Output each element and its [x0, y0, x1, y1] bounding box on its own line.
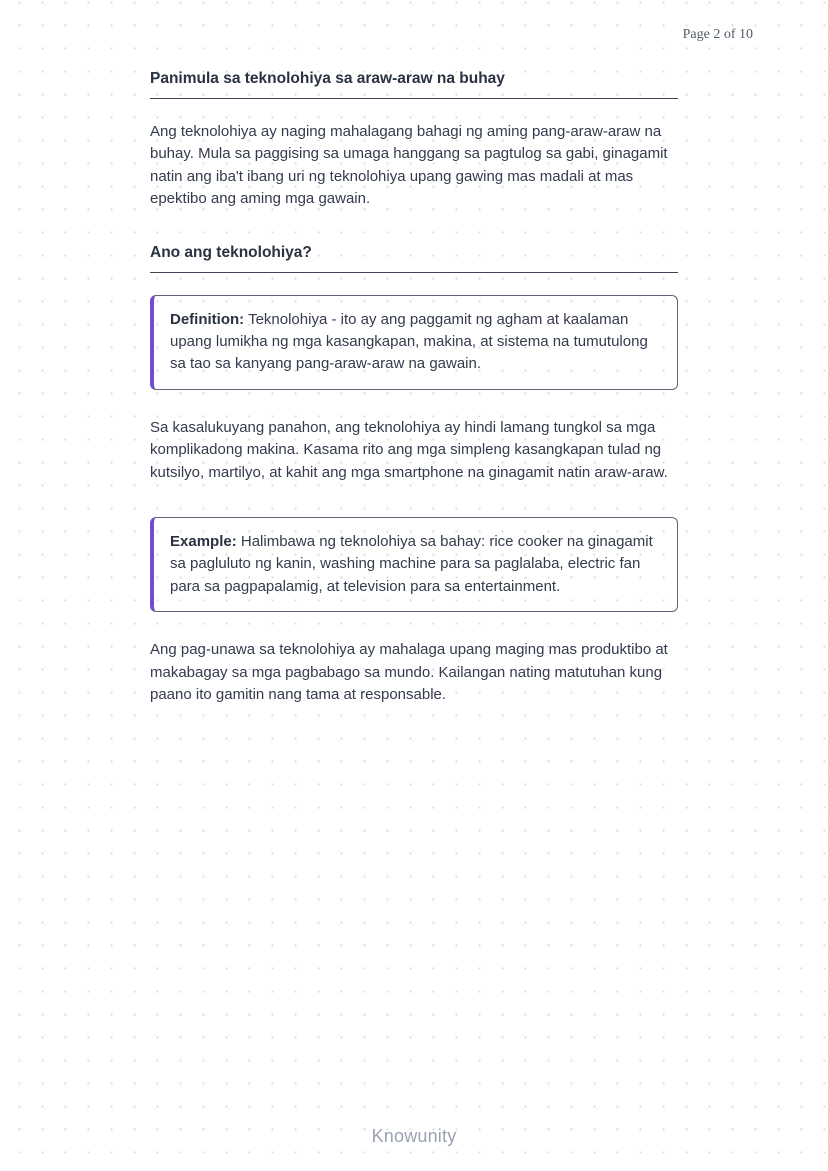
- example-body: Halimbawa ng teknolohiya sa bahay: rice cooker na ginagamit sa pagluluto ng kanin, washing machine para sa paglalaba, electric fan para sa pagpapalamig, at television para sa entertainment.: [170, 533, 653, 595]
- example-label: Example:: [170, 533, 237, 551]
- page-number: Page 2 of 10: [682, 27, 753, 42]
- definition-label: Definition:: [170, 310, 245, 328]
- definition-box: [150, 295, 678, 390]
- section-title-panimula: Panimula sa teknolohiya sa araw-araw na buhay: [150, 70, 678, 99]
- example-box: [150, 517, 678, 612]
- example-box-text: [170, 531, 660, 598]
- document-content: [150, 70, 678, 740]
- paragraph-intro: Ang teknolohiya ay naging mahalagang bahagi ng aming pang-araw-araw na buhay. Mula sa paggising sa umaga hanggang sa pagtulog sa gabi, ginagamit natin ang iba't ibang uri ng teknolohiya upang gawing mas madali at mas epektibo ang aming mga gawain.: [150, 123, 668, 208]
- footer-brand: Knowunity: [371, 1126, 457, 1146]
- definition-body: Teknolohiya - ito ay ang paggamit ng agham at kaalaman upang lumikha ng mga kasangkapan, makina, at sistema na tumutulong sa tao sa kanyang pang-araw-araw na gawain.: [170, 310, 648, 373]
- paragraph-kasalukuyang-panahon: Sa kasalukuyang panahon, ang teknolohiya ay hindi lamang tungkol sa mga komplikadong makina. Kasama rito ang mga simpleng kasangkapan tulad ng kutsilyo, martilyo, at kahit ang mga smartphone na ginagamit natin araw-araw.: [150, 418, 668, 481]
- definition-box-text: [170, 309, 660, 376]
- section-title-ano-ang-teknolohiya: Ano ang teknolohiya?: [150, 244, 678, 273]
- paragraph-closing: Ang pag-unawa sa teknolohiya ay mahalaga upang maging mas produktibo at makabagay sa mga pagbabago sa mundo. Kailangan nating matutuhan kung paano ito gamitin nang tama at responsable.: [150, 641, 668, 704]
